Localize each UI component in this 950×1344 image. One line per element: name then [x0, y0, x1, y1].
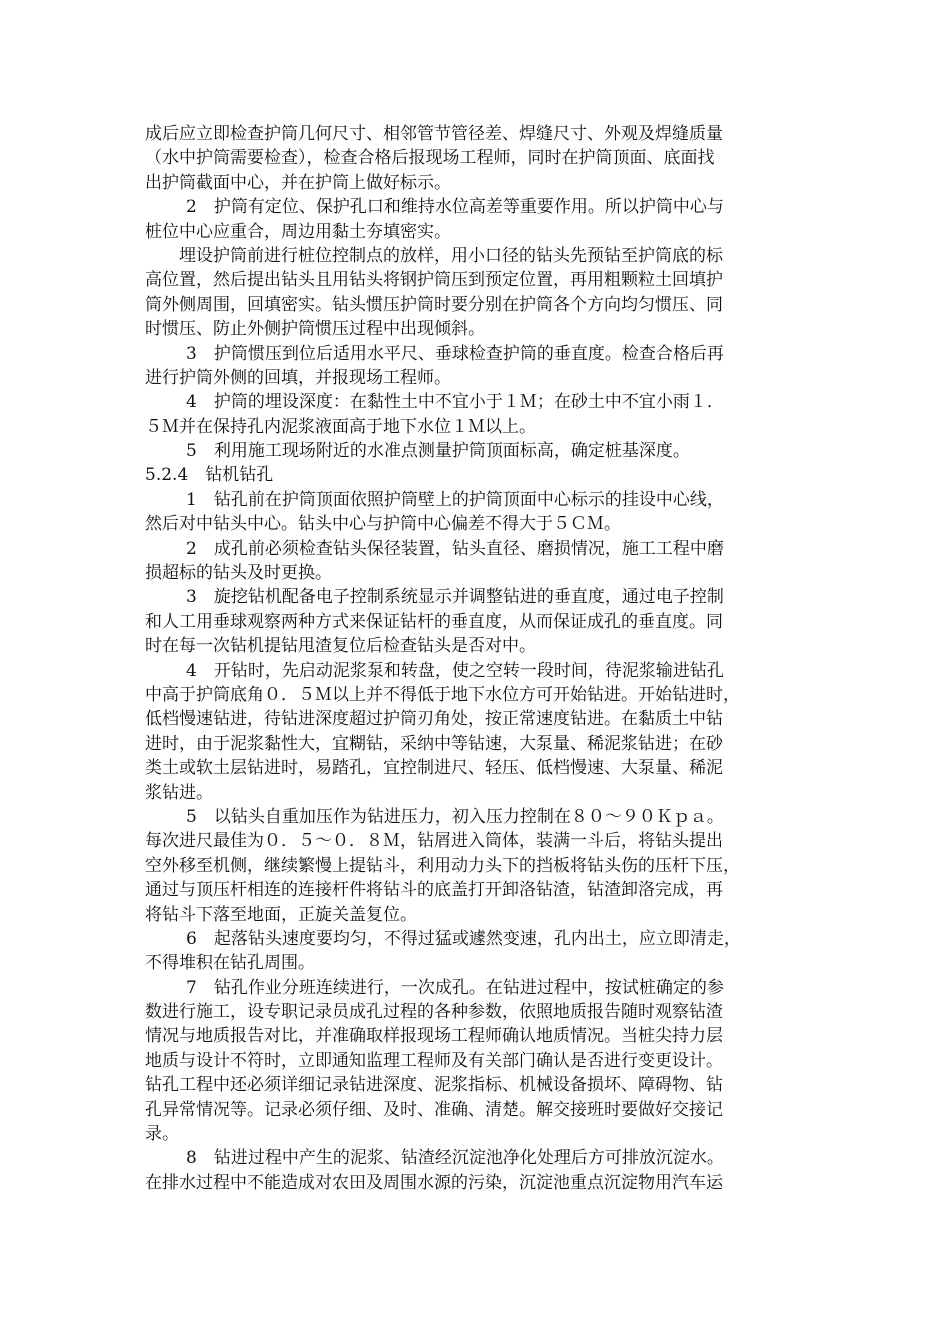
text-line: 中高于护筒底角０．５Ｍ以上并不得低于地下水位方可开始钻进。开始钻进时， [145, 684, 740, 705]
text-line: 出护筒截面中心，并在护筒上做好标示。 [145, 172, 451, 193]
text-line: 桩位中心应重合，周边用黏土夯填密实。 [145, 221, 451, 242]
text-line: 录。 [145, 1124, 179, 1145]
text-line: 2 成孔前必须检查钻头保径装置，钻头直径、磨损情况，施工工程中磨 [186, 538, 724, 559]
text-line: 浆钻进。 [145, 782, 213, 803]
text-line: （水中护筒需要检查），检查合格后报现场工程师，同时在护筒顶面、底面找 [145, 148, 715, 169]
text-line: 低档慢速钻进，待钻进深度超过护筒刃角处，按正常速度钻进。在黏质土中钻 [145, 709, 723, 730]
text-line: 埋设护筒前进行桩位控制点的放样，用小口径的钻头先预钻至护筒底的标 [179, 245, 723, 266]
text-line: 损超标的钻头及时更换。 [145, 563, 332, 584]
text-line: 4 护筒的埋设深度：在黏性土中不宜小于１Ｍ；在砂土中不宜小雨１． [186, 392, 724, 413]
text-line: 将钻斗下落至地面，正旋关盖复位。 [145, 904, 417, 925]
text-line: 钻孔工程中还必须详细记录钻进深度、泥浆指标、机械设备损坏、障碍物、钻 [145, 1075, 723, 1096]
text-line: 通过与顶压杆相连的连接杆件将钻斗的底盖打开卸洛钻渣，钻渣卸洛完成，再 [145, 880, 723, 901]
text-line: 7 钻孔作业分班连续进行，一次成孔。在钻进过程中，按试桩确定的参 [186, 977, 724, 998]
text-line: 地质与设计不符时，立即通知监理工程师及有关部门确认是否进行变更设计。 [145, 1050, 723, 1071]
text-line: 3 旋挖钻机配备电子控制系统显示并调整钻进的垂直度，通过电子控制 [186, 587, 724, 608]
section-heading: 5.2.4 钻机钻孔 [145, 465, 274, 486]
text-line: 进时，由于泥浆黏性大，宜糊钻，采纳中等钻速，大泵量、稀泥浆钻进；在砂 [145, 733, 723, 754]
text-line: 8 钻进过程中产生的泥浆、钻渣经沉淀池净化处理后方可排放沉淀水。 [186, 1148, 724, 1169]
text-line: 进行护筒外侧的回填，并报现场工程师。 [145, 367, 451, 388]
text-line: 在排水过程中不能造成对农田及周围水源的污染，沉淀池重点沉淀物用汽车运 [145, 1172, 723, 1193]
text-line: 不得堆积在钻孔周围。 [145, 953, 315, 974]
text-line: 5 利用施工现场附近的水准点测量护筒顶面标高，确定桩基深度。 [186, 441, 690, 462]
text-line: 数进行施工，设专职记录员成孔过程的各种参数，依照地质报告随时观察钻渣 [145, 1002, 723, 1023]
text-line: 孔异常情况等。记录必须仔细、及时、准确、清楚。解交接班时要做好交接记 [145, 1099, 723, 1120]
text-line: 每次进尺最佳为０．５～０．８Ｍ，钻屑进入筒体，装满一斗后，将钻头提出 [145, 831, 723, 852]
text-line: 2 护筒有定位、保护孔口和维持水位高差等重要作用。所以护筒中心与 [186, 197, 724, 218]
text-line: 6 起落钻头速度要均匀，不得过猛或遽然变速，孔内出土，应立即清走， [186, 928, 741, 949]
document-body [145, 122, 815, 1195]
text-line: 高位置，然后提出钻头且用钻头将钢护筒压到预定位置，再用粗颗粒土回填护 [145, 270, 723, 291]
text-line: 3 护筒惯压到位后适用水平尺、垂球检查护筒的垂直度。检查合格后再 [186, 343, 724, 364]
text-line: 时惯压、防止外侧护筒惯压过程中出现倾斜。 [145, 319, 485, 340]
text-line: 然后对中钻头中心。钻头中心与护筒中心偏差不得大于５ＣＭ。 [145, 514, 621, 535]
text-line: 类土或软土层钻进时，易踏孔，宜控制进尺、轻压、低档慢速、大泵量、稀泥 [145, 758, 723, 779]
text-line: 筒外侧周围，回填密实。钻头惯压护筒时要分别在护筒各个方向均匀惯压、同 [145, 294, 723, 315]
text-line: 5 以钻头自重加压作为钻进压力，初入压力控制在８０～９０Ｋｐａ。 [186, 806, 724, 827]
text-line: 1 钻孔前在护筒顶面依照护筒壁上的护筒顶面中心标示的挂设中心线， [186, 489, 724, 510]
text-line: 成后应立即检查护筒几何尺寸、相邻管节管径差、焊缝尺寸、外观及焊缝质量 [145, 124, 723, 144]
text-line: 和人工用垂球观察两种方式来保证钻杆的垂直度，从而保证成孔的垂直度。同 [145, 611, 723, 632]
text-line: 时在每一次钻机提钻甩渣复位后检查钻头是否对中。 [145, 636, 536, 657]
text-line: 情况与地质报告对比，并准确取样报现场工程师确认地质情况。当桩尖持力层 [145, 1026, 723, 1047]
text-line: ５Ｍ并在保持孔内泥浆液面高于地下水位１Ｍ以上。 [145, 416, 536, 437]
text-line: 4 开钻时，先启动泥浆泵和转盘，使之空转一段时间，待泥浆输进钻孔 [186, 660, 724, 681]
text-line: 空外移至机侧，继续繁慢上提钻斗，利用动力头下的挡板将钻头伤的压杆下压， [145, 855, 740, 876]
